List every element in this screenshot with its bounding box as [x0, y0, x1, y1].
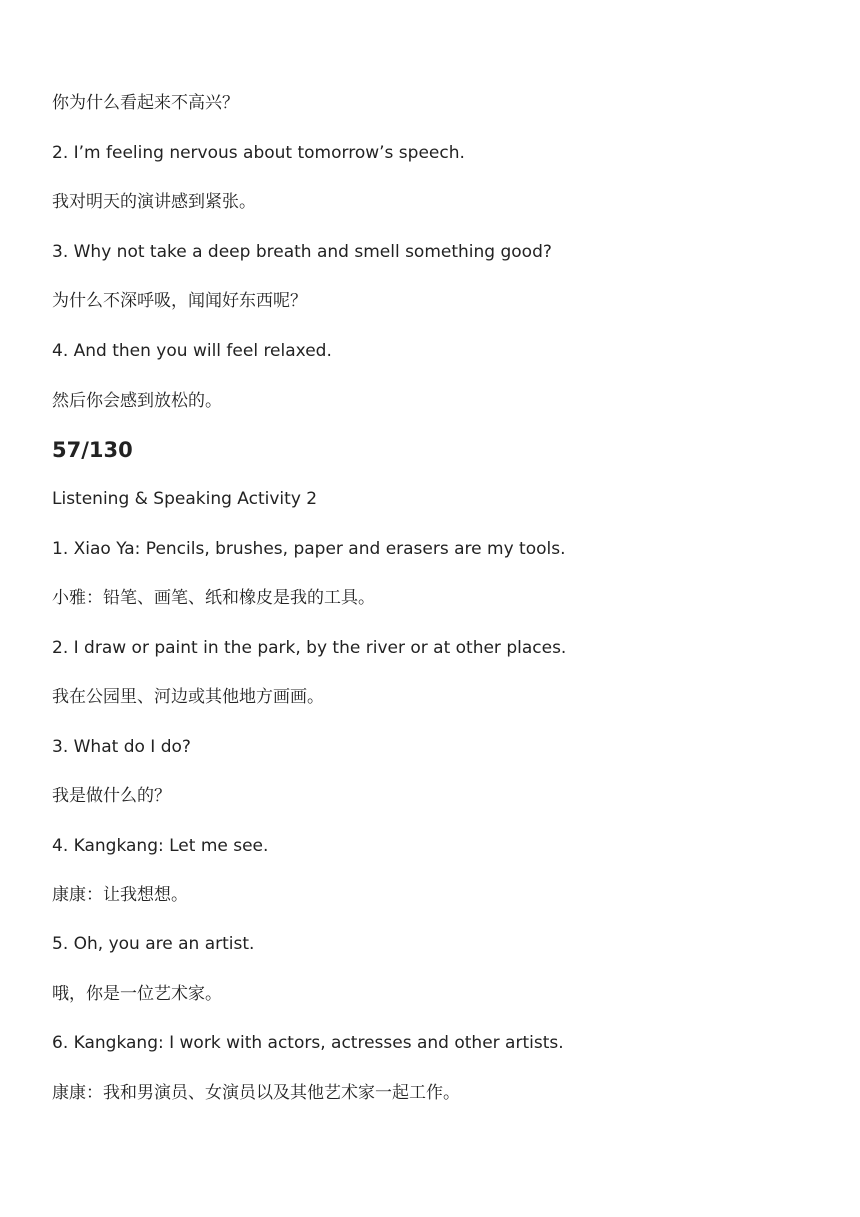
dialogue-line: 3. What do I do?: [52, 737, 191, 757]
dialogue-line: 4. Kangkang: Let me see.: [52, 836, 269, 856]
dialogue-line: 2. I draw or paint in the park, by the river or at other places.: [52, 638, 567, 658]
text-line: 3. Why not take a deep breath and smell something good?: [52, 242, 552, 262]
text-line: 然后你会感到放松的。: [52, 391, 222, 411]
section-title: Listening & Speaking Activity 2: [52, 489, 318, 509]
text-line: 4. And then you will feel relaxed.: [52, 341, 332, 361]
text-line: 2. I’m feeling nervous about tomorrow’s speech.: [52, 143, 465, 163]
dialogue-line: 康康：我和男演员、女演员以及其他艺术家一起工作。: [52, 1083, 460, 1103]
dialogue-line: 小雅：铅笔、画笔、纸和橡皮是我的工具。: [52, 588, 375, 608]
text-line: 你为什么看起来不高兴？: [52, 93, 239, 113]
dialogue-line: 5. Oh, you are an artist.: [52, 934, 255, 954]
dialogue-line: 哦，你是一位艺术家。: [52, 984, 222, 1004]
dialogue-line: 康康：让我想想。: [52, 885, 188, 905]
dialogue-line: 我是做什么的？: [52, 786, 171, 806]
dialogue-line: 1. Xiao Ya: Pencils, brushes, paper and erasers are my tools.: [52, 539, 566, 559]
text-line: 我对明天的演讲感到紧张。: [52, 192, 256, 212]
dialogue-line: 我在公园里、河边或其他地方画画。: [52, 687, 324, 707]
text-line: 为什么不深呼吸，闻闻好东西呢？: [52, 291, 307, 311]
dialogue-line: 6. Kangkang: I work with actors, actresses and other artists.: [52, 1033, 564, 1053]
page-number-heading: 57/130: [52, 438, 133, 462]
